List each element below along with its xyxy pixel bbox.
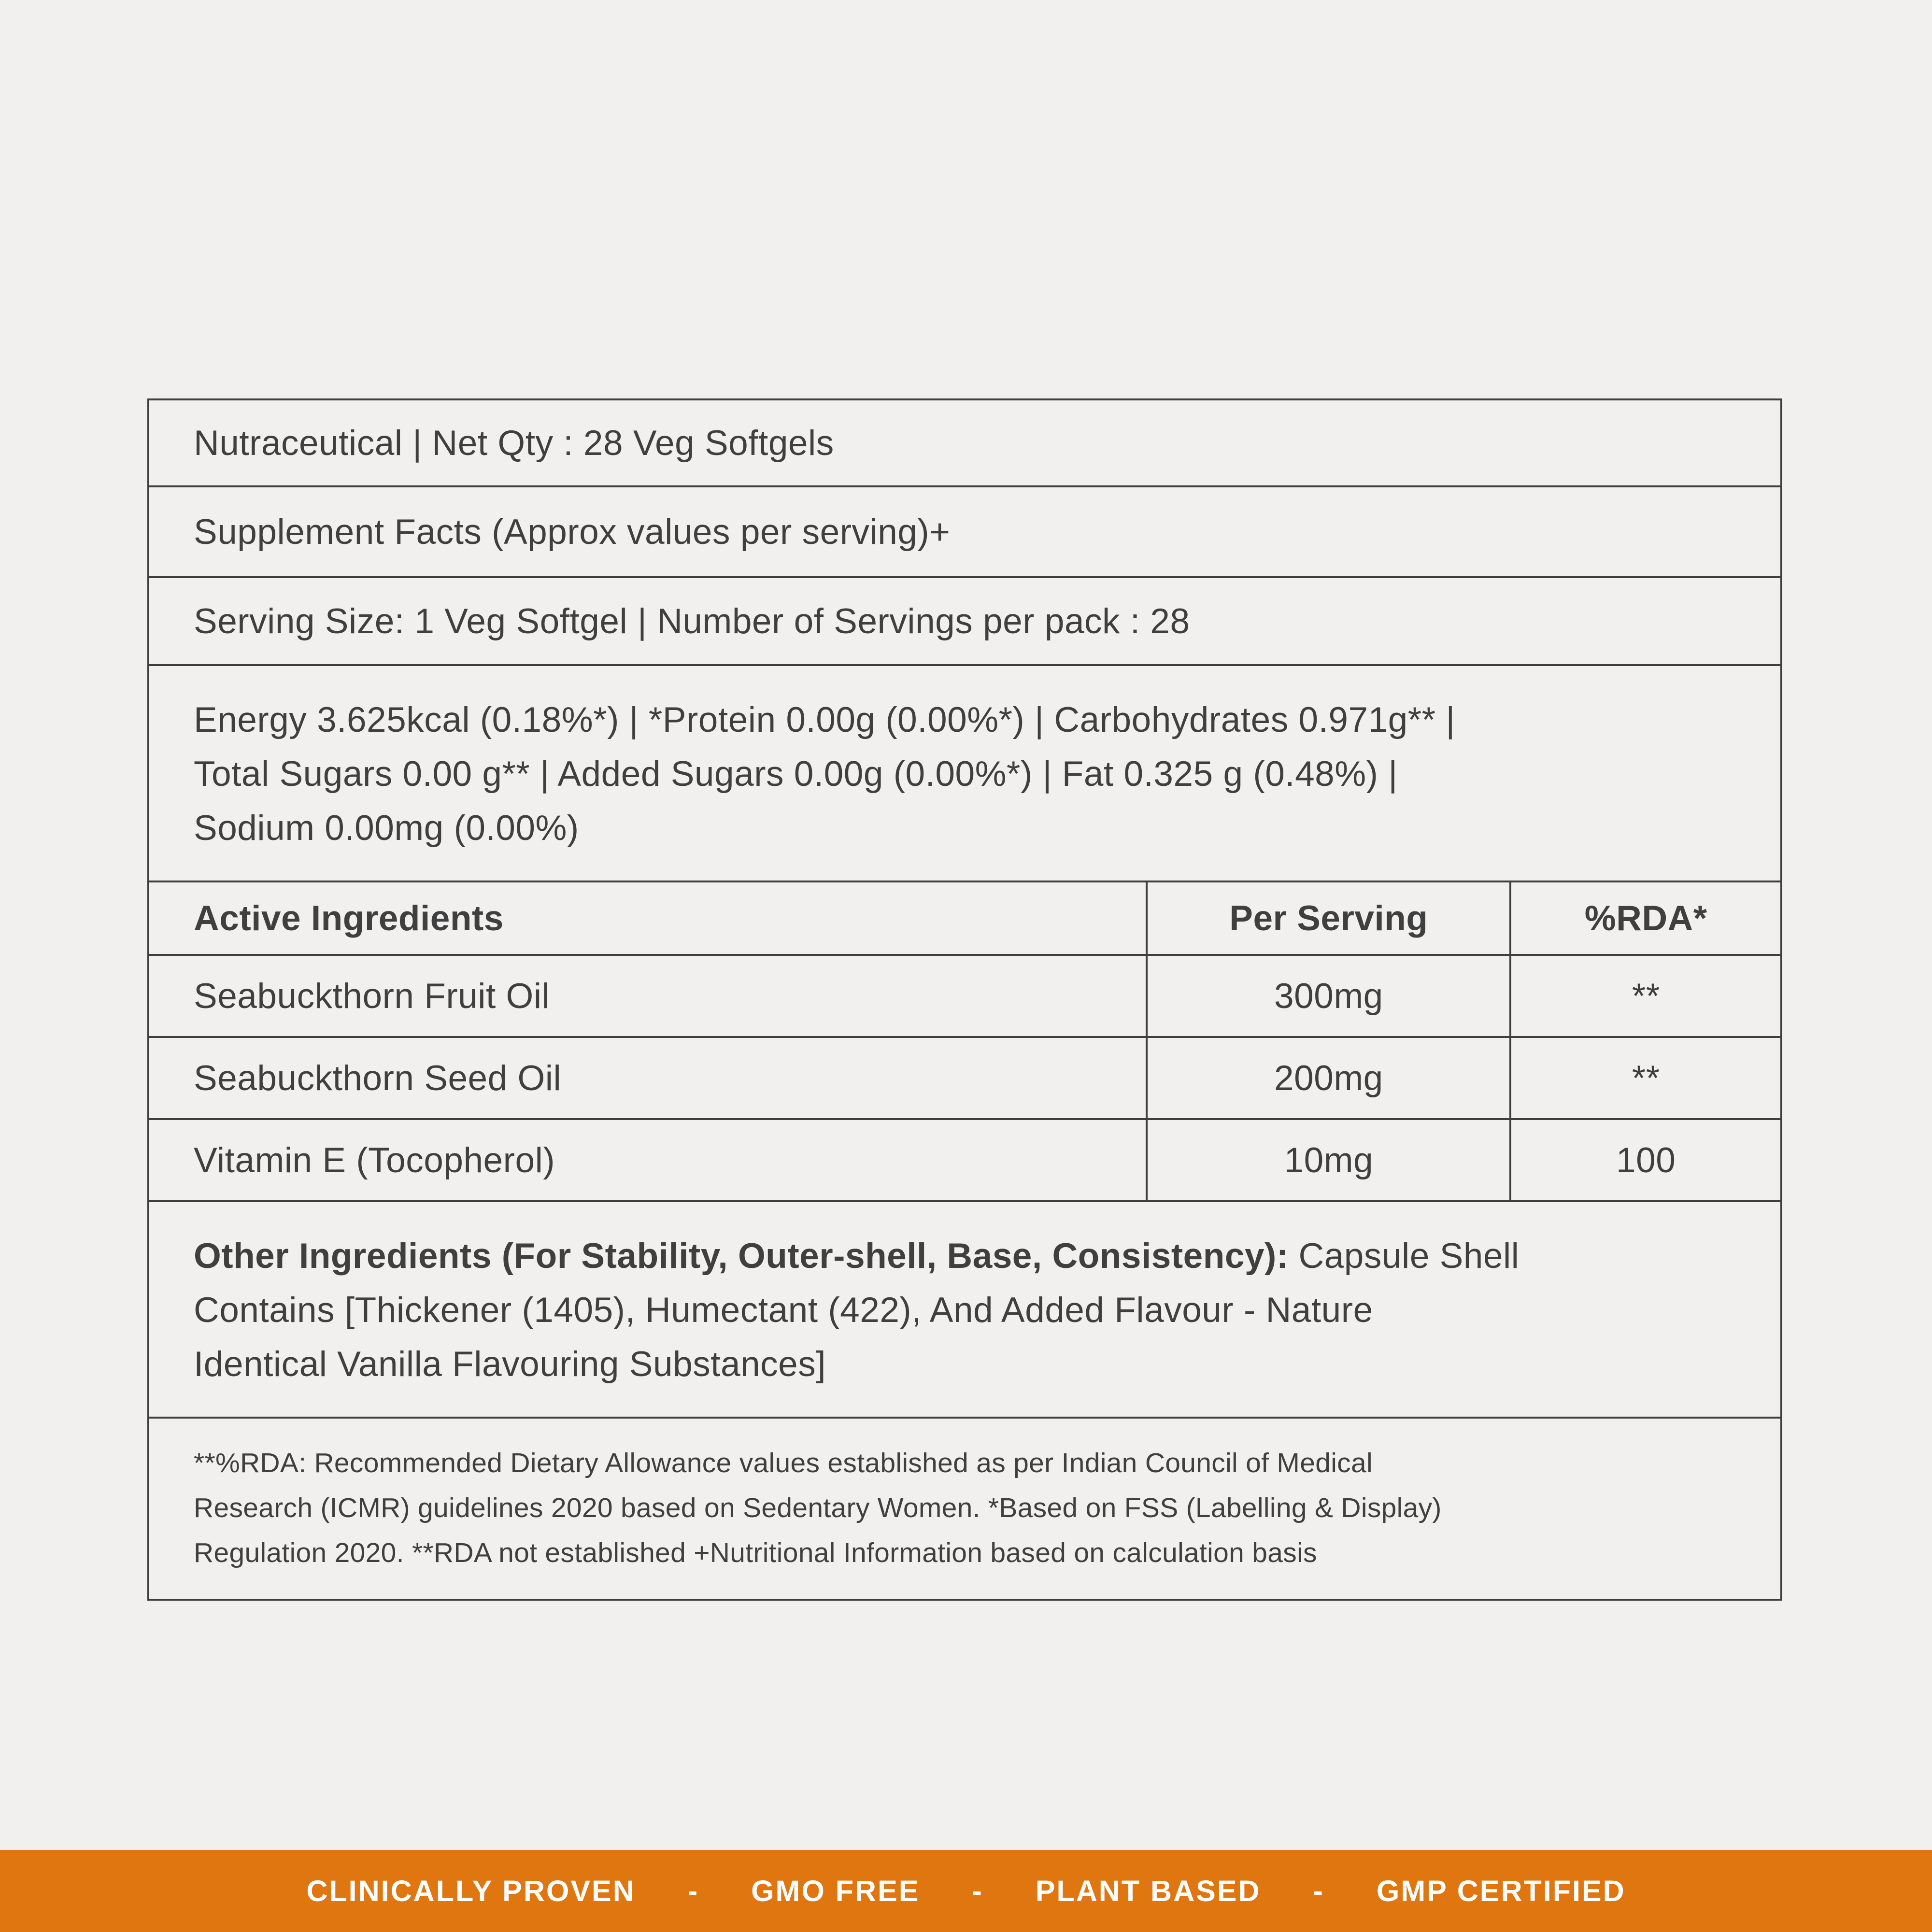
rda-footnote-line-2: Research (ICMR) guidelines 2020 based on Sedentary Women. *Based on FSS (Labelling & Display) xyxy=(194,1492,1442,1523)
ingredient-name: Seabuckthorn Seed Oil xyxy=(194,1058,562,1098)
nutrition-summary-line-2: Total Sugars 0.00 g** | Added Sugars 0.00g (0.00%*) | Fat 0.325 g (0.48%) | xyxy=(194,754,1398,794)
header-active-ingredients: Active Ingredients xyxy=(194,898,504,938)
supplement-facts-text: Supplement Facts (Approx values per serving)+ xyxy=(194,512,951,552)
footer-separator: - xyxy=(687,1875,699,1907)
table-row xyxy=(149,1120,1780,1202)
header-per-serving: Per Serving xyxy=(1146,882,1509,954)
other-ingredients-row xyxy=(149,1202,1780,1419)
serving-size-text: Serving Size: 1 Veg Softgel | Number of Servings per pack : 28 xyxy=(194,601,1190,641)
ingredient-per-serving: 300mg xyxy=(1146,956,1509,1036)
header-rda: %RDA* xyxy=(1509,882,1780,954)
ingredient-per-serving: 10mg xyxy=(1146,1120,1509,1200)
certification-footer-bar xyxy=(0,1850,1932,1932)
badge-gmp-certified: GMP CERTIFIED xyxy=(1376,1875,1626,1907)
product-type-row xyxy=(149,400,1780,487)
ingredient-rda: ** xyxy=(1509,1038,1780,1118)
other-ingredients-line-1 xyxy=(194,1229,1736,1283)
table-row xyxy=(149,1038,1780,1120)
nutrition-summary-row xyxy=(149,666,1780,882)
other-ingredients-line-2: Contains [Thickener (1405), Humectant (422), And Added Flavour - Nature xyxy=(194,1291,1373,1330)
nutrition-summary-line-1: Energy 3.625kcal (0.18%*) | *Protein 0.00g (0.00%*) | Carbohydrates 0.971g** | xyxy=(194,700,1455,739)
footer-separator: - xyxy=(1313,1875,1324,1907)
footer-separator: - xyxy=(972,1875,983,1907)
ingredient-name: Seabuckthorn Fruit Oil xyxy=(194,976,550,1016)
ingredient-per-serving: 200mg xyxy=(1146,1038,1509,1118)
ingredients-header-row xyxy=(149,882,1780,956)
badge-clinically-proven: CLINICALLY PROVEN xyxy=(306,1875,636,1907)
supplement-facts-panel xyxy=(147,398,1782,1601)
other-ingredients-line-3: Identical Vanilla Flavouring Substances] xyxy=(194,1345,826,1384)
badge-gmo-free: GMO FREE xyxy=(751,1875,920,1907)
ingredient-rda: ** xyxy=(1509,956,1780,1036)
ingredient-name: Vitamin E (Tocopherol) xyxy=(194,1140,555,1180)
rda-footnote-line-3: Regulation 2020. **RDA not established +Nutritional Information based on calculation basis xyxy=(194,1537,1317,1568)
serving-size-row xyxy=(149,578,1780,666)
ingredient-rda: 100 xyxy=(1509,1120,1780,1200)
other-ingredients-heading: Other Ingredients (For Stability, Outer-shell, Base, Consistency): xyxy=(194,1236,1289,1276)
table-row xyxy=(149,956,1780,1038)
badge-plant-based: PLANT BASED xyxy=(1035,1875,1261,1907)
other-ingredients-line-1-rest: Capsule Shell xyxy=(1288,1236,1520,1276)
rda-footnote-row xyxy=(149,1419,1780,1599)
rda-footnote-line-1: **%RDA: Recommended Dietary Allowance values established as per Indian Council of Medical xyxy=(194,1448,1373,1478)
product-type-text: Nutraceutical | Net Qty : 28 Veg Softgels xyxy=(194,423,834,463)
supplement-facts-row xyxy=(149,487,1780,578)
nutrition-summary-line-3: Sodium 0.00mg (0.00%) xyxy=(194,809,579,848)
